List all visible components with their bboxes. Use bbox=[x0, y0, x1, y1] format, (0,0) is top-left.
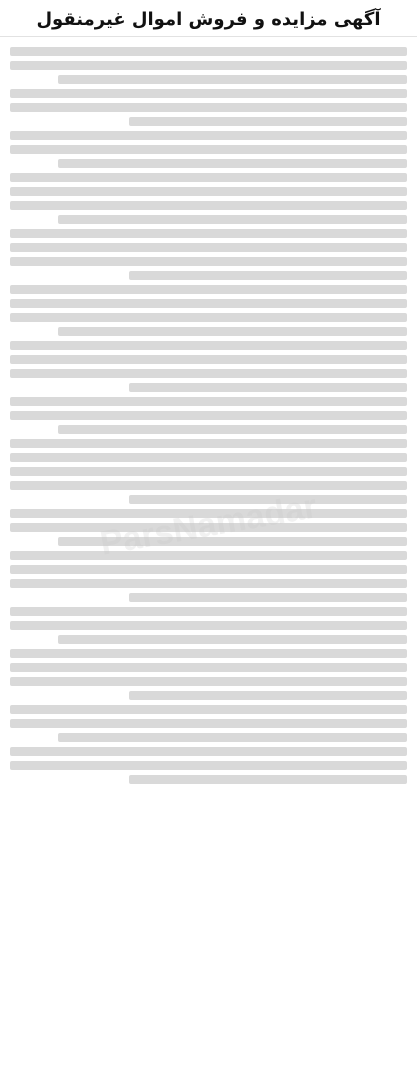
body-line bbox=[10, 523, 407, 532]
body-line bbox=[58, 159, 407, 168]
body-line bbox=[10, 663, 407, 672]
body-line bbox=[129, 691, 407, 700]
body-line bbox=[10, 257, 407, 266]
body-line bbox=[10, 453, 407, 462]
body-line bbox=[129, 495, 407, 504]
body-line bbox=[10, 201, 407, 210]
body-line bbox=[10, 565, 407, 574]
body-line bbox=[10, 341, 407, 350]
body-line bbox=[10, 229, 407, 238]
body-line bbox=[10, 397, 407, 406]
body-line bbox=[10, 187, 407, 196]
notice-body bbox=[10, 42, 407, 1070]
body-line bbox=[10, 579, 407, 588]
body-line bbox=[10, 355, 407, 364]
body-line bbox=[58, 75, 407, 84]
notice-title: آگهی مزایده و فروش اموال غیرمنقول bbox=[0, 0, 417, 37]
body-line bbox=[10, 411, 407, 420]
body-line bbox=[10, 173, 407, 182]
body-line bbox=[10, 467, 407, 476]
body-line bbox=[10, 705, 407, 714]
body-line bbox=[10, 103, 407, 112]
body-line bbox=[10, 369, 407, 378]
body-line bbox=[10, 607, 407, 616]
body-line bbox=[10, 47, 407, 56]
body-line bbox=[58, 537, 407, 546]
body-line bbox=[10, 89, 407, 98]
body-line bbox=[58, 327, 407, 336]
body-line bbox=[10, 313, 407, 322]
body-line bbox=[129, 383, 407, 392]
body-line bbox=[10, 285, 407, 294]
body-line bbox=[10, 677, 407, 686]
body-line bbox=[58, 733, 407, 742]
body-line bbox=[10, 439, 407, 448]
body-line bbox=[58, 635, 407, 644]
body-line bbox=[10, 145, 407, 154]
body-line bbox=[58, 425, 407, 434]
body-line bbox=[10, 299, 407, 308]
body-line bbox=[10, 61, 407, 70]
body-line bbox=[10, 509, 407, 518]
body-line bbox=[10, 131, 407, 140]
body-line bbox=[10, 719, 407, 728]
body-line bbox=[129, 117, 407, 126]
body-line bbox=[10, 243, 407, 252]
body-line bbox=[10, 649, 407, 658]
body-line bbox=[10, 621, 407, 630]
body-line bbox=[10, 481, 407, 490]
body-line bbox=[129, 775, 407, 784]
watermark: ParsNamadar bbox=[97, 486, 320, 563]
body-line bbox=[129, 593, 407, 602]
body-line bbox=[58, 215, 407, 224]
body-line bbox=[10, 551, 407, 560]
body-line bbox=[10, 761, 407, 770]
body-line bbox=[129, 271, 407, 280]
body-line bbox=[10, 747, 407, 756]
